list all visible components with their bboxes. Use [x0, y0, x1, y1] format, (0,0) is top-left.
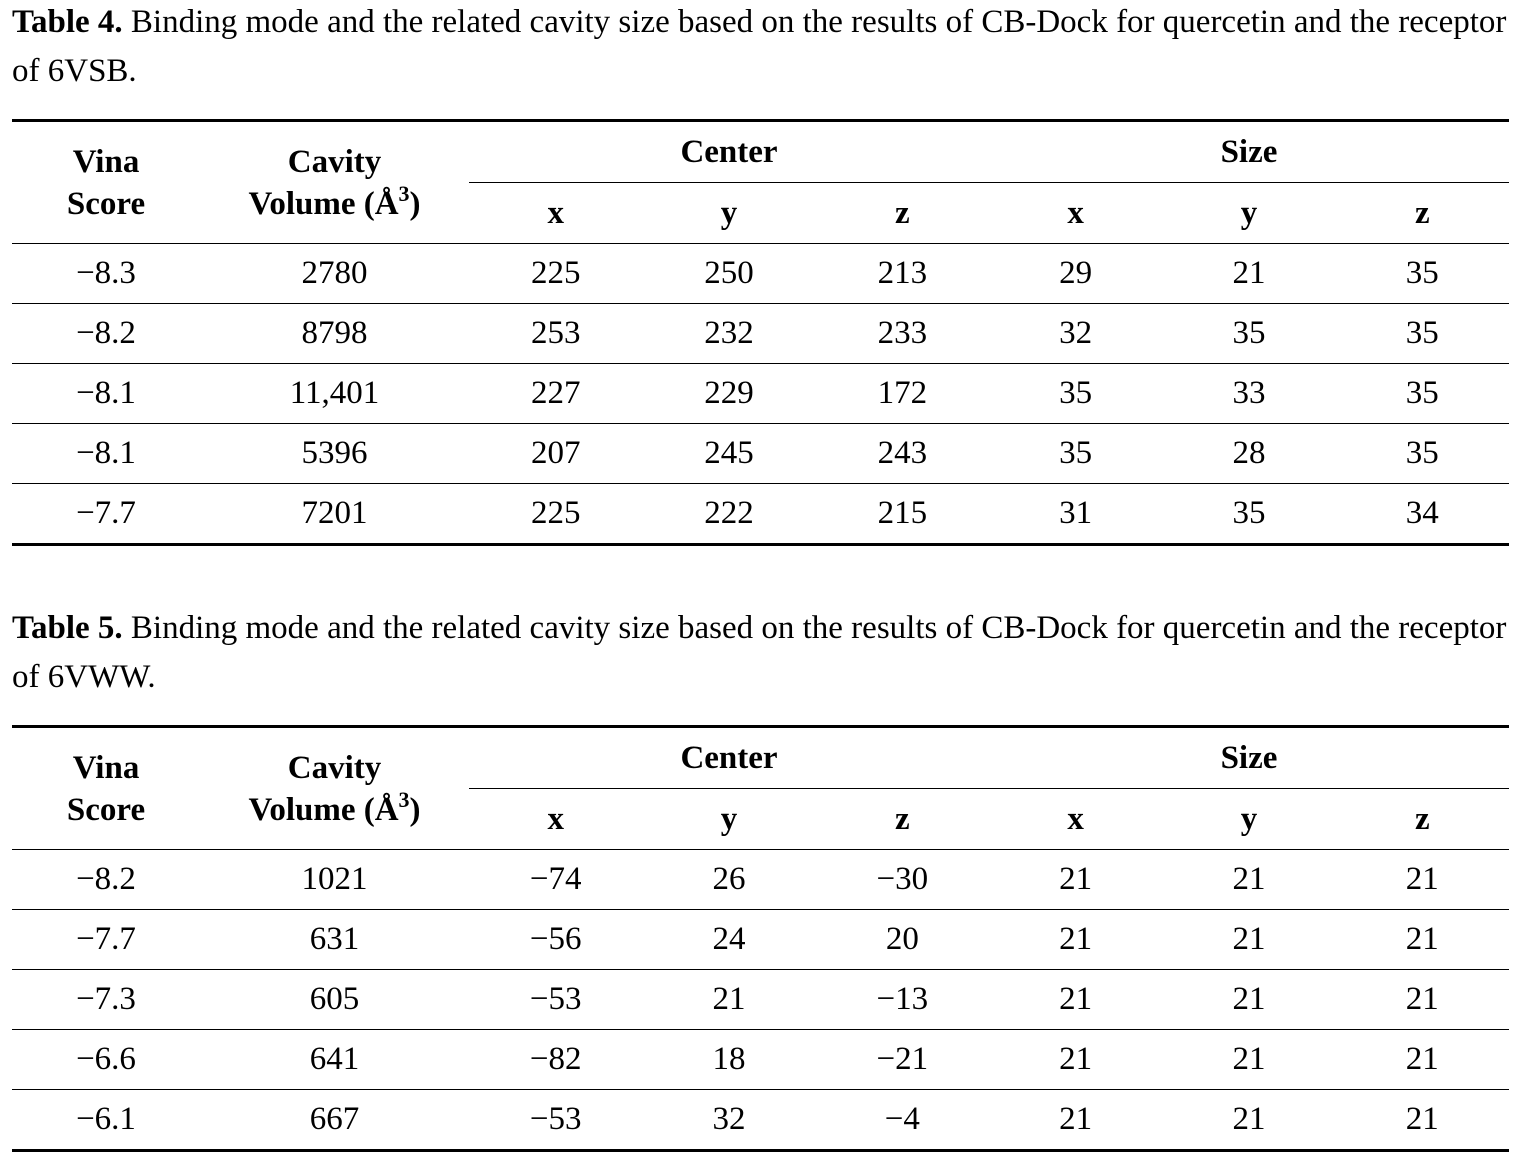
header-center: Center: [469, 121, 989, 183]
cell-size-z: 35: [1336, 244, 1509, 304]
cell-size-y: 21: [1162, 1090, 1335, 1151]
cell-center-x: 225: [469, 484, 642, 545]
header-size-y: y: [1162, 183, 1335, 244]
cell-center-x: 253: [469, 304, 642, 364]
cell-center-y: 32: [642, 1090, 815, 1151]
cell-center-y: 18: [642, 1030, 815, 1090]
header-size: Size: [989, 727, 1509, 789]
cell-center-x: 225: [469, 244, 642, 304]
cell-center-y: 229: [642, 364, 815, 424]
cell-vina-score: −7.7: [12, 484, 200, 545]
header-vina-line1: Vina: [72, 143, 140, 180]
header-cavity-sup: 3: [398, 786, 410, 812]
header-vina-line2: Score: [66, 791, 146, 828]
cell-size-y: 21: [1162, 910, 1335, 970]
cell-cavity-volume: 5396: [200, 424, 469, 484]
cell-vina-score: −8.2: [12, 850, 200, 910]
table-row: [12, 484, 1509, 545]
header-size-x: x: [989, 183, 1162, 244]
header-size-z: z: [1336, 789, 1509, 850]
cell-center-x: −56: [469, 910, 642, 970]
header-cavity-line1: Cavity: [287, 749, 382, 786]
header-cavity-line2: Volume (Å: [248, 791, 399, 828]
cell-size-z: 35: [1336, 364, 1509, 424]
cell-center-z: 172: [816, 364, 989, 424]
header-size-y: y: [1162, 789, 1335, 850]
cell-cavity-volume: 605: [200, 970, 469, 1030]
header-size: Size: [989, 121, 1509, 183]
cell-center-y: 245: [642, 424, 815, 484]
cell-size-y: 21: [1162, 850, 1335, 910]
cell-center-z: 233: [816, 304, 989, 364]
table-4: [12, 119, 1509, 546]
cell-size-x: 21: [989, 850, 1162, 910]
header-cavity-volume: [200, 121, 469, 244]
table-4-caption: [12, 0, 1509, 96]
table-row: [12, 1090, 1509, 1151]
cell-center-z: −21: [816, 1030, 989, 1090]
table-4-caption-text: Binding mode and the related cavity size based on the results of CB-Dock for quercetin and the receptor of 6VSB.: [12, 4, 1507, 89]
cell-center-x: −53: [469, 1090, 642, 1151]
cell-center-x: 227: [469, 364, 642, 424]
cell-cavity-volume: 8798: [200, 304, 469, 364]
cell-center-x: −74: [469, 850, 642, 910]
cell-size-y: 21: [1162, 244, 1335, 304]
cell-center-y: 26: [642, 850, 815, 910]
cell-size-y: 33: [1162, 364, 1335, 424]
cell-center-z: −13: [816, 970, 989, 1030]
table-row: [12, 850, 1509, 910]
cell-center-x: 207: [469, 424, 642, 484]
header-vina-line1: Vina: [72, 749, 140, 786]
cell-size-x: 21: [989, 1090, 1162, 1151]
cell-size-z: 35: [1336, 424, 1509, 484]
cell-center-y: 24: [642, 910, 815, 970]
table-row: [12, 1030, 1509, 1090]
header-center-z: z: [816, 789, 989, 850]
cell-vina-score: −8.1: [12, 364, 200, 424]
cell-size-y: 35: [1162, 304, 1335, 364]
table-row: [12, 304, 1509, 364]
table-5: [12, 725, 1509, 1152]
cell-size-x: 21: [989, 1030, 1162, 1090]
cell-center-y: 232: [642, 304, 815, 364]
cell-cavity-volume: 2780: [200, 244, 469, 304]
cell-cavity-volume: 641: [200, 1030, 469, 1090]
header-center-x: x: [469, 183, 642, 244]
header-vina-score: [12, 727, 200, 850]
cell-center-z: −4: [816, 1090, 989, 1151]
cell-size-z: 21: [1336, 910, 1509, 970]
table-row: [12, 364, 1509, 424]
cell-vina-score: −7.3: [12, 970, 200, 1030]
header-center: Center: [469, 727, 989, 789]
cell-vina-score: −7.7: [12, 910, 200, 970]
cell-size-z: 34: [1336, 484, 1509, 545]
cell-center-z: 213: [816, 244, 989, 304]
cell-size-z: 21: [1336, 1030, 1509, 1090]
cell-vina-score: −8.2: [12, 304, 200, 364]
cell-size-x: 32: [989, 304, 1162, 364]
table-4-caption-label: Table 4.: [12, 4, 123, 40]
cell-vina-score: −6.6: [12, 1030, 200, 1090]
cell-cavity-volume: 667: [200, 1090, 469, 1151]
header-center-x: x: [469, 789, 642, 850]
header-center-z: z: [816, 183, 989, 244]
cell-cavity-volume: 7201: [200, 484, 469, 545]
cell-center-y: 21: [642, 970, 815, 1030]
table-5-caption: [12, 604, 1509, 702]
header-cavity-volume: [200, 727, 469, 850]
header-vina-score: [12, 121, 200, 244]
cell-size-z: 21: [1336, 970, 1509, 1030]
header-center-y: y: [642, 789, 815, 850]
cell-vina-score: −6.1: [12, 1090, 200, 1151]
table-row: [12, 424, 1509, 484]
cell-cavity-volume: 631: [200, 910, 469, 970]
table-row: [12, 970, 1509, 1030]
header-cavity-line1: Cavity: [287, 143, 382, 180]
cell-size-z: 21: [1336, 1090, 1509, 1151]
cell-size-y: 28: [1162, 424, 1335, 484]
cell-size-x: 21: [989, 910, 1162, 970]
cell-size-x: 35: [989, 364, 1162, 424]
cell-center-z: 215: [816, 484, 989, 545]
cell-vina-score: −8.3: [12, 244, 200, 304]
header-size-x: x: [989, 789, 1162, 850]
cell-center-z: −30: [816, 850, 989, 910]
table-5-caption-text: Binding mode and the related cavity size based on the results of CB-Dock for quercetin and the receptor of 6VWW.: [12, 610, 1507, 695]
cell-size-y: 21: [1162, 970, 1335, 1030]
cell-center-z: 20: [816, 910, 989, 970]
header-vina-line2: Score: [66, 185, 146, 222]
cell-size-x: 21: [989, 970, 1162, 1030]
table-5-caption-label: Table 5.: [12, 610, 123, 646]
header-cavity-sup: 3: [398, 180, 410, 206]
header-cavity-line2: Volume (Å: [248, 185, 399, 222]
cell-vina-score: −8.1: [12, 424, 200, 484]
table-row: [12, 910, 1509, 970]
header-size-z: z: [1336, 183, 1509, 244]
cell-size-z: 35: [1336, 304, 1509, 364]
cell-size-x: 35: [989, 424, 1162, 484]
cell-cavity-volume: 1021: [200, 850, 469, 910]
cell-cavity-volume: 11,401: [200, 364, 469, 424]
cell-size-y: 35: [1162, 484, 1335, 545]
header-center-y: y: [642, 183, 815, 244]
table-row: [12, 244, 1509, 304]
cell-center-z: 243: [816, 424, 989, 484]
cell-size-z: 21: [1336, 850, 1509, 910]
cell-size-x: 29: [989, 244, 1162, 304]
header-cavity-close: ): [409, 185, 421, 222]
cell-center-x: −82: [469, 1030, 642, 1090]
cell-size-x: 31: [989, 484, 1162, 545]
cell-center-y: 222: [642, 484, 815, 545]
cell-center-x: −53: [469, 970, 642, 1030]
header-cavity-close: ): [409, 791, 421, 828]
cell-size-y: 21: [1162, 1030, 1335, 1090]
cell-center-y: 250: [642, 244, 815, 304]
